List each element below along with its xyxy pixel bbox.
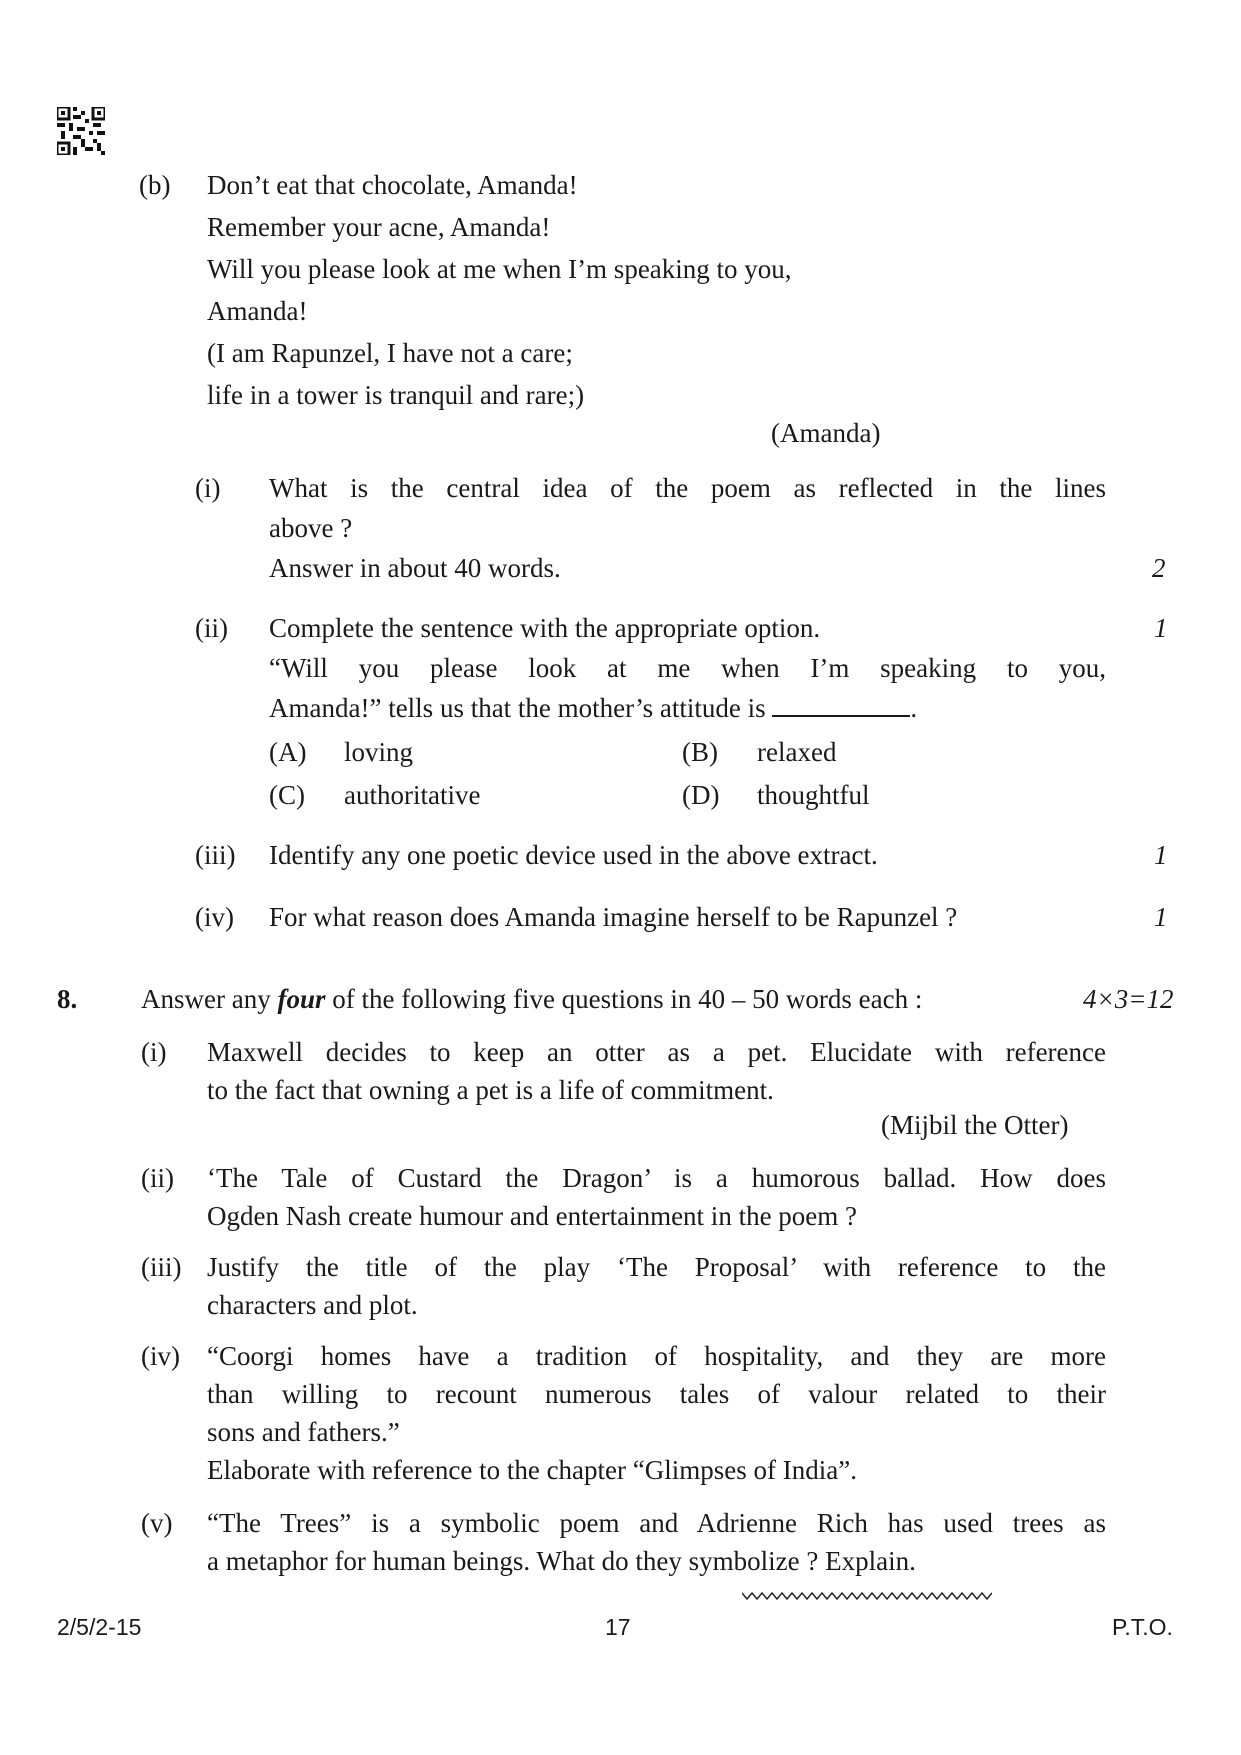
question-number: (iii) [141, 1252, 182, 1282]
marks: 2 [1152, 553, 1166, 583]
question-text: “Will you please look at me when I’m speaking to you, [269, 653, 1106, 683]
question-8-number: 8. [57, 984, 78, 1014]
question-8-intro: Answer any four of the following five questions in 40 – 50 words each : [141, 984, 923, 1014]
question-text: above ? [269, 513, 353, 543]
page-number: 17 [605, 1614, 631, 1640]
question-number: (i) [141, 1037, 167, 1067]
question-number: (ii) [141, 1163, 174, 1193]
option-text: loving [344, 737, 414, 767]
question-source: (Mijbil the Otter) [881, 1110, 1069, 1140]
question-text: Identify any one poetic device used in the above extract. [269, 840, 878, 870]
question-text-with-blank: Amanda!” tells us that the mother’s attitude is . [269, 693, 918, 723]
question-text: than willing to recount numerous tales of valour related to their [207, 1379, 1106, 1409]
option-text: thoughtful [757, 780, 870, 810]
question-number: (iv) [195, 902, 234, 932]
question-number: (iv) [141, 1341, 180, 1371]
question-number: (ii) [195, 613, 228, 643]
poem-line: Don’t eat that chocolate, Amanda! [207, 170, 578, 200]
option-text: relaxed [757, 737, 837, 767]
poem-line: (I am Rapunzel, I have not a care; [207, 338, 573, 368]
question-text: What is the central idea of the poem as reflected in the lines [269, 473, 1106, 503]
part-b-label: (b) [139, 170, 171, 200]
poem-line: Amanda! [207, 296, 308, 326]
pto-label: P.T.O. [1112, 1614, 1173, 1640]
question-text: Elaborate with reference to the chapter “Glimpses of India”. [207, 1455, 857, 1485]
marks: 1 [1154, 613, 1168, 643]
answer-blank [772, 695, 910, 717]
marks: 1 [1154, 902, 1168, 932]
wavy-line-icon [742, 1589, 992, 1603]
poem-line: Will you please look at me when I’m speaking to you, [207, 254, 792, 284]
question-text: “The Trees” is a symbolic poem and Adrienne Rich has used trees as [207, 1508, 1106, 1538]
option-letter: (D) [682, 780, 720, 810]
option-letter: (C) [269, 780, 305, 810]
question-text: Ogden Nash create humour and entertainment in the poem ? [207, 1201, 858, 1231]
question-text: For what reason does Amanda imagine herself to be Rapunzel ? [269, 902, 958, 932]
question-text: to the fact that owning a pet is a life of commitment. [207, 1075, 774, 1105]
question-text: “Coorgi homes have a tradition of hospitality, and they are more [207, 1341, 1106, 1371]
marks: 1 [1154, 840, 1168, 870]
question-text: Maxwell decides to keep an otter as a pet. Elucidate with reference [207, 1037, 1106, 1067]
poem-line: life in a tower is tranquil and rare;) [207, 380, 585, 410]
question-text: Justify the title of the play ‘The Proposal’ with reference to the [207, 1252, 1106, 1282]
question-text: ‘The Tale of Custard the Dragon’ is a humorous ballad. How does [207, 1163, 1106, 1193]
question-number: (i) [195, 473, 221, 503]
question-text: Answer in about 40 words. [269, 553, 561, 583]
poem-source: (Amanda) [771, 418, 881, 448]
question-8-marks: 4×3=12 [1083, 984, 1174, 1014]
option-letter: (A) [269, 737, 307, 767]
option-text: authoritative [344, 780, 481, 810]
question-number: (iii) [195, 840, 236, 870]
option-letter: (B) [682, 737, 718, 767]
question-text: sons and fathers.” [207, 1417, 400, 1447]
question-text: Complete the sentence with the appropriate option. [269, 613, 821, 643]
poem-line: Remember your acne, Amanda! [207, 212, 551, 242]
qr-code-icon [57, 107, 105, 155]
question-number: (v) [141, 1508, 173, 1538]
paper-code: 2/5/2-15 [57, 1614, 142, 1640]
question-text: characters and plot. [207, 1290, 418, 1320]
question-text: a metaphor for human beings. What do they symbolize ? Explain. [207, 1546, 916, 1576]
